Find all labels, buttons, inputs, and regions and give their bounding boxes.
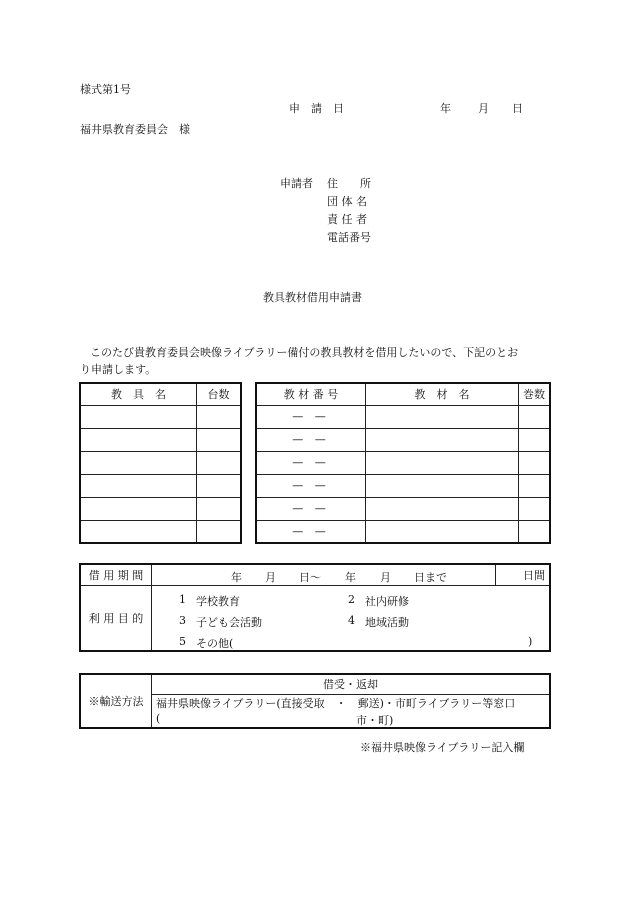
- transport-open-paren: (: [156, 712, 161, 725]
- purpose-label: 利 用 目 的: [80, 585, 152, 651]
- material-table: [255, 382, 551, 544]
- table-row: [80, 405, 241, 428]
- date-month: 月: [478, 102, 489, 115]
- period-year-end: 年: [345, 571, 356, 584]
- purpose-option-num: 1: [179, 592, 186, 606]
- purpose-close-paren: ): [528, 634, 533, 648]
- transport-label: ※輸送方法: [80, 674, 152, 728]
- transport-header: 借受・返却: [152, 674, 551, 694]
- period-day-end: 日まで: [414, 571, 447, 584]
- purpose-option-other: その他(: [196, 636, 234, 650]
- applicant-address-field: 住 所: [327, 177, 371, 190]
- addressee: 福井県教育委員会 様: [80, 123, 190, 136]
- period-day-start: 日〜: [299, 571, 321, 584]
- footer-note: ※福井県映像ライブラリー記入欄: [360, 741, 525, 754]
- purpose-option-num: 2: [348, 592, 355, 606]
- transport-line2: [152, 712, 551, 728]
- period-year-start: 年: [231, 571, 242, 584]
- table-row: [256, 428, 550, 451]
- table-row: [80, 451, 241, 474]
- material-number-header: 教 材 番 号: [256, 383, 366, 405]
- application-date-label: 申 請 日: [289, 102, 344, 115]
- table-row: [80, 474, 241, 497]
- document-title: 教具教材借用申請書: [263, 291, 362, 304]
- table-row: [256, 405, 550, 428]
- intro-text-line1: このたび貴教育委員会映像ライブラリー備付の教具教材を借用したいので、下記のとお: [90, 346, 519, 359]
- purpose-option-num: 3: [179, 613, 186, 627]
- material-number-placeholder: — —: [256, 405, 366, 428]
- form-number: 様式第1号: [80, 83, 131, 96]
- period-purpose-table: [79, 563, 551, 652]
- material-number-placeholder: — —: [256, 474, 366, 497]
- purpose-option-community: 地域活動: [365, 615, 409, 629]
- material-number-placeholder: — —: [256, 520, 366, 543]
- material-volume-header: 巻数: [519, 383, 551, 405]
- equipment-name-header: 教 具 名: [80, 383, 197, 405]
- purpose-option-school: 学校教育: [196, 594, 240, 608]
- table-row: [256, 520, 550, 543]
- table-row: [80, 428, 241, 451]
- table-row: [80, 520, 241, 543]
- transport-city-town: 市・町): [356, 714, 394, 727]
- applicant-group-field: 団 体 名: [327, 195, 367, 208]
- table-row: [256, 474, 550, 497]
- applicant-label: 申請者: [280, 177, 313, 190]
- applicant-responsible-field: 責 任 者: [327, 213, 367, 226]
- table-row: [256, 497, 550, 520]
- transport-table: [79, 673, 551, 729]
- purpose-option-num: 5: [179, 634, 186, 648]
- intro-text-line2: り申請します。: [80, 363, 157, 376]
- date-year: 年: [440, 102, 451, 115]
- purpose-option-num: 4: [348, 613, 355, 627]
- material-number-placeholder: — —: [256, 451, 366, 474]
- date-day: 日: [512, 102, 523, 115]
- period-label: 借 用 期 間: [80, 564, 152, 585]
- purpose-options: [152, 585, 551, 651]
- period-dates: [152, 564, 496, 585]
- table-row: [80, 497, 241, 520]
- purpose-option-kids: 子ども会活動: [196, 615, 262, 629]
- material-name-header: 教 材 名: [366, 383, 519, 405]
- period-month-start: 月: [265, 571, 276, 584]
- equipment-table: [79, 382, 242, 544]
- material-number-placeholder: — —: [256, 428, 366, 451]
- applicant-phone-field: 電話番号: [327, 231, 371, 244]
- table-row: [256, 451, 550, 474]
- transport-line1: 福井県映像ライブラリー(直接受取 ・ 郵送)・市町ライブラリー等窓口: [152, 694, 551, 712]
- material-number-placeholder: — —: [256, 497, 366, 520]
- period-month-end: 月: [380, 571, 391, 584]
- purpose-option-corporate: 社内研修: [365, 594, 409, 608]
- period-days: 日間: [496, 564, 551, 585]
- equipment-count-header: 台数: [197, 383, 242, 405]
